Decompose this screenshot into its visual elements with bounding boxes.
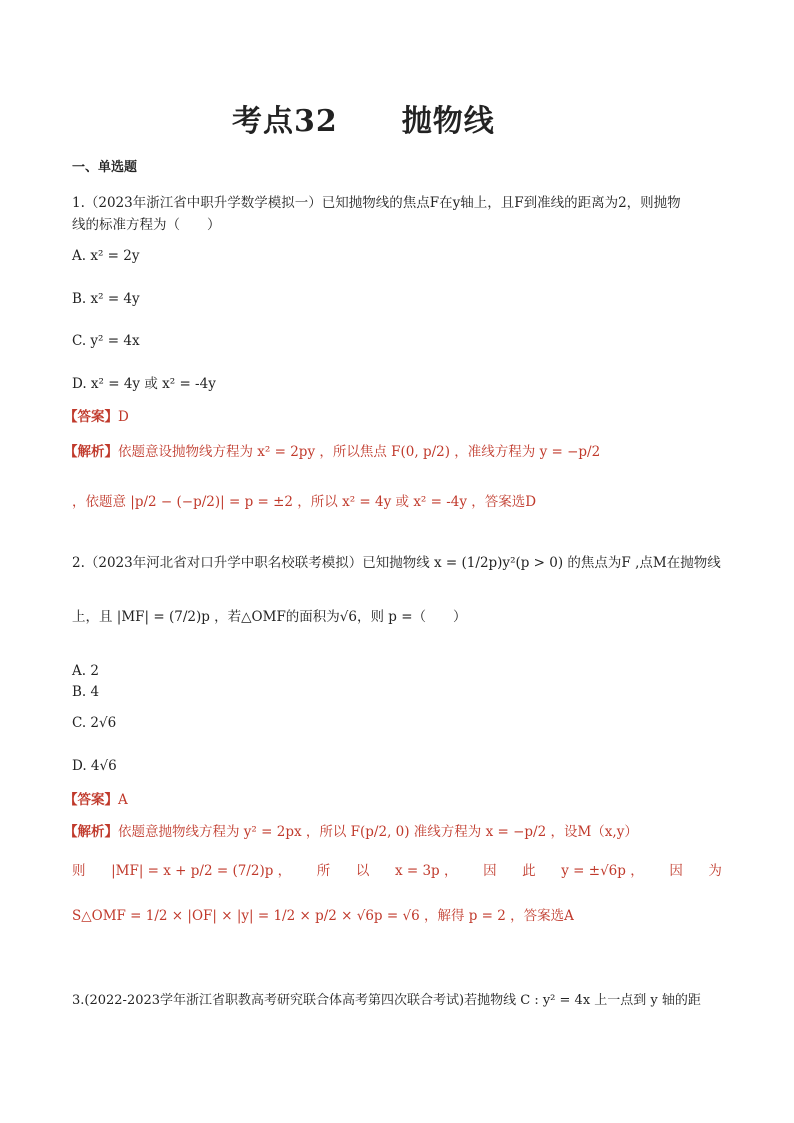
line-word: 因: [483, 863, 497, 879]
line-word: 以: [355, 863, 370, 879]
analysis-label: 【解析】: [64, 824, 118, 840]
q3-text-line1: 3.(2022-2023学年浙江省职教高考研究联合体高考第四次联合考试)若抛物线 C : y² = 4x 上一点到 y 轴的距: [72, 993, 701, 1008]
q2-analysis-line1: [64, 820, 638, 840]
analysis-text: 依题意设抛物线方程为 x² = 2py ，所以焦点 F(0, p/2) ，准线方程为 y = −p/2: [118, 444, 601, 460]
q2-option-d: D. 4√6: [72, 758, 117, 774]
analysis-text: 依题意抛物线方程为 y² = 2px ，所以 F(p/2, 0) 准线方程为 x = −p/2 ，设M（x,y）: [118, 824, 638, 840]
answer-label: 【答案】: [64, 792, 118, 808]
q1-answer: [64, 405, 129, 425]
q1-option-c: C. y² = 4x: [72, 333, 140, 349]
title-topic-name: 抛物线: [401, 104, 495, 139]
line-word: x = 3p ，: [394, 863, 458, 879]
line-word: 为: [708, 863, 722, 879]
title-topic-number: 考点32: [232, 104, 338, 139]
q1-analysis-line1: [64, 440, 600, 460]
answer-value: A: [118, 792, 128, 808]
q2-analysis-line3: S△OMF = 1/2 × |OF| × |y| = 1/2 × p/2 × √6p = √6 ，解得 p = 2 ，答案选A: [72, 908, 574, 924]
q1-option-b: B. x² = 4y: [72, 291, 140, 307]
section-heading: 一、单选题: [72, 160, 138, 175]
q1-text-line2: 线的标准方程为（ ）: [72, 217, 221, 233]
line-word: 因: [669, 863, 683, 879]
line-word: y = ±√6p ，: [561, 863, 644, 879]
line-word: 所: [316, 863, 331, 879]
q2-analysis-line2: [72, 861, 722, 881]
q1-option-a: A. x² = 2y: [72, 248, 140, 264]
line-word: 则: [72, 863, 86, 879]
q2-text-line2: 上，且 |MF| = (7/2)p ，若△OMF的面积为√6，则 p =（ ）: [72, 609, 467, 625]
answer-value: D: [118, 409, 129, 425]
q2-text-line1: 2.（2023年河北省对口升学中职名校联考模拟）已知抛物线 x = (1/2p)y²(p > 0) 的焦点为F ,点M在抛物线: [72, 555, 721, 571]
line-word: 此: [522, 863, 536, 879]
q2-answer: [64, 788, 128, 808]
q2-option-c: C. 2√6: [72, 715, 117, 731]
q2-option-b: B. 4: [72, 684, 100, 700]
page-title: [232, 96, 495, 140]
line-word: |MF| = x + p/2 = (7/2)p ，: [111, 863, 292, 879]
q1-analysis-line2: ，依题意 |p/2 − (−p/2)| = p = ±2 ，所以 x² = 4y 或 x² = -4y ，答案选D: [72, 494, 537, 510]
q2-option-a: A. 2: [72, 663, 99, 679]
q1-text-line1: 1.（2023年浙江省中职升学数学模拟一）已知抛物线的焦点F在y轴上，且F到准线的距离为2，则抛物: [72, 195, 681, 211]
answer-label: 【答案】: [64, 409, 118, 425]
q1-option-d: D. x² = 4y 或 x² = -4y: [72, 376, 216, 392]
analysis-label: 【解析】: [64, 444, 118, 460]
